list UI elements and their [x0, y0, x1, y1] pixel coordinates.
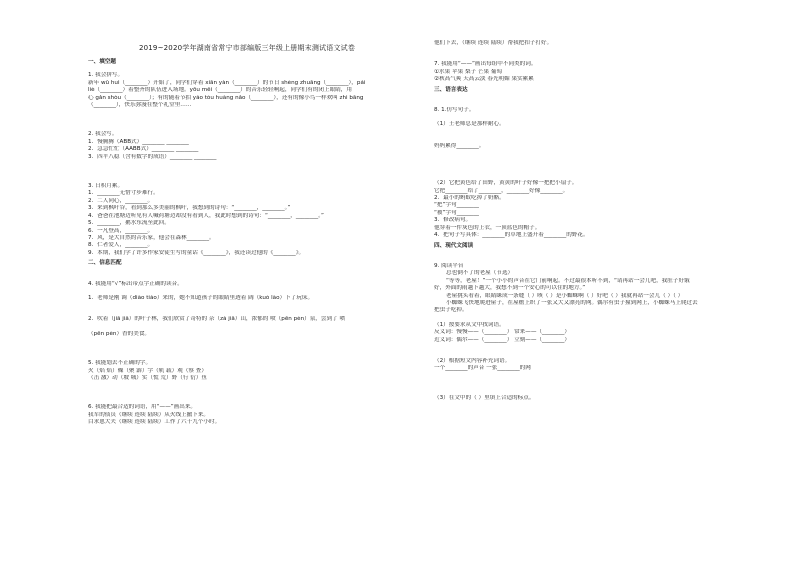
question-2-line: 1．慢腾腾（ABB式）________ ________ — [88, 138, 189, 145]
question-9-line: 反义词：慢慢——（________） 常来——（________） — [434, 329, 571, 336]
question-9-line: 近义词：偶尔——（________） 立刻——（________） — [434, 336, 571, 343]
question-8-line: 他穿着一件灰色的上衣，一顶蓝色的帽子。 — [434, 224, 541, 231]
question-5-line: 火（焰 焰）燥（聚 霹）字（轨 载）观（察 查） — [88, 367, 207, 374]
section-heading-match: 二、信息匹配 — [88, 260, 122, 267]
passage-line: 小蜘蛛飞快地爬进屋子，在屋檐上织了一张又大又漂亮的网。偶尔有虫子撞到网上，小蜘蛛马上爬过去 — [446, 299, 698, 306]
section-heading-reading: 四、现代文阅读 — [434, 242, 474, 249]
question-3-line: 4．爸爸在池塘边听见有人喊荷塘边却没有看到人，我此时想到的诗句：“________，________。” — [88, 212, 324, 219]
passage-line: 好，外面的雨越下越大，我想不到一个安心的可以住的地方。” — [434, 285, 586, 292]
question-7-line: ②秋高气爽 天高云淡 春光明媚 果实累累 — [434, 76, 534, 83]
question-9-line: （2）根据短文内容补充词语。 — [434, 357, 511, 364]
question-9 — [434, 263, 764, 402]
question-4 — [88, 281, 406, 339]
question-3-line: 8．仁者爱人，________。 — [88, 242, 154, 249]
question-9-line: （3）在文中的（ ）里填上合适的标点。 — [434, 394, 535, 401]
question-4-line: （pēn pèn）香的美食。 — [88, 330, 151, 337]
question-6 — [88, 404, 406, 426]
question-8-line: 4．把句子写具体：________的草地上盛开着________的野花。 — [434, 232, 589, 239]
question-1-line: 新年 wǔ huì（________）开始了，同学们穿着 xiān yàn（________）的节日 shèng zhuāng（________），pái — [88, 79, 366, 86]
question-9-head: 9. 阅读平台 — [434, 262, 464, 269]
section-heading-fill: 一、填空题 — [88, 59, 116, 65]
question-1-line: （________），快乐弥漫在整个礼堂里…… — [88, 102, 192, 109]
question-3-line: 6．一凡登高，________。 — [88, 227, 154, 234]
question-2-line: 3．四平八稳（含有数字的成语）________ ________ — [88, 153, 217, 160]
question-8-line: 2．最小的蚂蚁吃掉了奶酪。 — [434, 195, 505, 202]
question-3-line: 2．二人同心，________。 — [88, 197, 154, 204]
question-4-head: 4. 我能用“√”标出带点字正确的读音。 — [88, 280, 183, 287]
question-2-head: 2. 我会写。 — [88, 131, 118, 138]
question-9-line: （1）按要求从文中找词语。 — [434, 321, 505, 328]
question-8-head: 8. 1.仿写句子。 — [434, 107, 475, 114]
question-8-line: （2）它把黄色给了田野，黄黄的叶子好像一把把小扇子。 — [434, 180, 578, 187]
passage-line: 老屋挑头看着，眼睛眯成一条缝（ ）咳（ ）是小蜘蛛啊（ ）好吧（ ）我就再站一会儿（ ）（ ） — [446, 292, 684, 299]
question-4-line: 2．吹着（jiā jiǎ）的叶子林，我们欣赏了奇特的 杂（zá jiā）山，浓郁的 喷（pēn pèn）泉，尝到了 喷 — [88, 316, 346, 323]
question-6-line: 白求恩大夫（继续 连续 陆续）工作了六十九个小时。 — [88, 419, 221, 426]
question-3 — [88, 183, 406, 257]
question-3-line: 1．________无惜寸步难行。 — [88, 190, 159, 197]
question-8-line: “把”字句________ — [434, 202, 479, 209]
question-3-line: 7．风，是大自然的音乐家，他会在森林________。 — [88, 234, 215, 241]
question-3-head: 3. 日积月累。 — [88, 183, 124, 190]
question-1-line: liè（________）着整齐的队伍进入场地。yōu měi（________）的音乐轻轻响起，同学们有的闭上眼睛，用 — [88, 87, 352, 94]
question-6-continued: 他们下去，（继续 连续 陆续）帮我把扣子打好。 — [434, 40, 553, 46]
question-8-line: 妈妈累得________。 — [434, 142, 485, 149]
question-3-line: 5．________，鹅水东流至此回。 — [88, 220, 170, 227]
question-6-head: 6. 我能把最合适的词语，用“——”画出来。 — [88, 404, 197, 411]
question-8-line: 3．修改病句。 — [434, 217, 472, 224]
question-2 — [88, 131, 406, 161]
question-5-head: 5. 我能划去不正确的字。 — [88, 360, 152, 367]
question-1-line: 心 gǎn shòu（________）；有的随着节拍 yáo tóu huàng nǎo（________），还有的像小鸟一样欢叫 zhì bāng — [88, 94, 364, 101]
question-8-line: “被”字句________ — [434, 209, 479, 216]
question-3-line: 9．本期，我们学了许多作家安徒生写的童话《________》，我还读过他的《________》。 — [88, 249, 305, 256]
question-3-line: 3．来到枫叶谷，看到那么多美丽的枫叶，我想到的诗句：“________，________。” — [88, 205, 291, 212]
section-heading-expression: 三、语言表达 — [434, 86, 468, 93]
question-1-head: 1. 我会拼写。 — [88, 72, 124, 79]
left-column — [88, 44, 406, 427]
question-5 — [88, 360, 406, 382]
passage-line: “等等，老屋！”一个小小的声音在它门前响起。不过最很本听不到，“请再站一会儿吧，我肚子好饿 — [446, 277, 690, 284]
question-8-line: （1）王老师总是那样耐心。 — [434, 121, 505, 128]
question-2-line: 2．急急忙忙（AABB式）________ ________ — [88, 146, 199, 153]
passage-line: 把虫子吃掉。 — [434, 307, 468, 314]
question-6-line: 我军的侦员（继续 连续 陆续）从火线上撤下来。 — [88, 411, 210, 418]
question-8 — [434, 107, 764, 239]
passage-title: 总也倒不了的老屋（节选） — [446, 270, 514, 277]
page-title: 2019~2020学年湖南省常宁市部编版三年级上册期末测试语文试卷 — [138, 44, 356, 52]
question-7 — [434, 61, 764, 83]
question-5-line: （击 激）动（坡 城）实（慌 荒）野（行 衍）鱼 — [88, 374, 207, 381]
question-8-line: 它把________给了________，________好像________。 — [434, 187, 569, 194]
question-1 — [88, 72, 406, 109]
question-7-head: 7. 我能用“——”画出每组中不同类的词。 — [434, 61, 537, 68]
question-7-line: ①水果 苹果 梨子 芒果 葡萄 — [434, 68, 503, 75]
right-column — [434, 40, 764, 402]
question-9-line: 一个________的声音 一张________的网 — [434, 365, 531, 372]
question-4-line: 1．老师是刚 调（diào tiáo）来的，她不知道孩子的眼睛里透着 阔（kuò lào）下了玩床。 — [88, 294, 314, 301]
